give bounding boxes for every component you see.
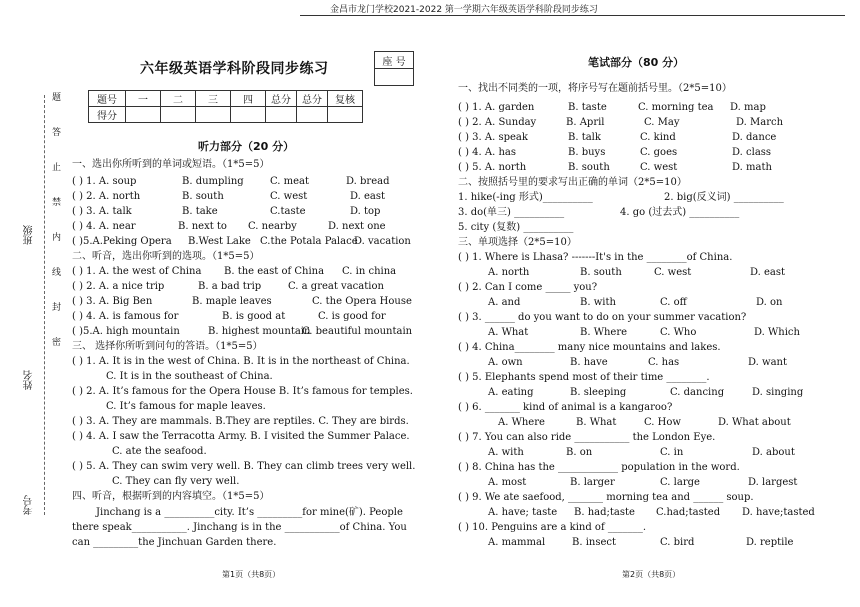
mc-question: ( ) 3. ______ do you want to do on your summer vacation? <box>458 312 747 323</box>
mc-question: ( ) 1. Where is Lhasa? -------It's in the ________of China. <box>458 252 733 263</box>
seat-cell[interactable] <box>375 69 414 86</box>
mc-question: ( ) 8. China has the ____________ population in the word. <box>458 462 740 473</box>
left-s3-line: C. It is in the southeast of China. <box>106 371 273 382</box>
mc-options: A. own B. have C. has D. want <box>488 357 787 368</box>
score-cell[interactable] <box>231 107 266 123</box>
right-s3-heading: 三、单项选择（2*5=10） <box>458 237 577 248</box>
mc-options: A. What B. Where C. Who D. Which <box>488 327 800 338</box>
right-s1-item: ( ) 3. A. speak B. talk C. kind D. dance <box>458 132 777 143</box>
left-s1-item: ( ) 3. A. talk B. take C.taste D. top <box>72 206 381 217</box>
left-s3-line: ( ) 5. A. They can swim very well. B. They can climb trees very well. <box>72 461 416 472</box>
left-s3-line: ( ) 1. A. It is in the west of China. B. It is in the northeast of China. <box>72 356 410 367</box>
writing-title: 笔试部分（80 分） <box>588 56 685 69</box>
margin-char: 答 <box>52 128 62 138</box>
mc-options: A. north B. south C. west D. east <box>488 267 786 278</box>
right-s1-item: ( ) 2. A. Sunday B. April C. May D. March <box>458 117 784 128</box>
left-s3-line: C. They can fly very well. <box>112 476 240 487</box>
right-s1-heading: 一、找出不同类的一项，将序号写在题前括号里。（2*5=10） <box>458 83 732 94</box>
score-header: 四 <box>231 91 266 107</box>
margin-char: 封 <box>52 303 62 313</box>
right-s2-item: 1. hike(-ing 形式)__________ 2. big(反义词) __________ <box>458 192 784 203</box>
left-s2-item: ( ) 2. A. a nice trip B. a bad trip C. a great vacation <box>72 281 384 292</box>
left-s2-item: ( ) 4. A. is famous for B. is good at C. is good for <box>72 311 386 322</box>
left-s4-line: there speak___________. Jinchang is in the ___________of China. You <box>72 522 407 533</box>
margin-char: 禁 <box>52 198 62 208</box>
page-title: 六年级英语学科阶段同步练习 <box>140 61 329 77</box>
mc-question: ( ) 5. Elephants spend most of their time ________. <box>458 372 710 383</box>
left-s4-line: Jinchang is a __________city. It’s _________for mine(矿). People <box>96 507 403 518</box>
seat-table <box>374 51 414 86</box>
left-s1-item: ( ) 2. A. north B. south C. west D. east <box>72 191 386 202</box>
multiple-choice-block <box>458 250 838 550</box>
margin-char: 内 <box>52 233 62 243</box>
score-header: 二 <box>161 91 196 107</box>
seat-label: 座 号 <box>375 52 414 69</box>
score-header: 复核 <box>328 91 363 107</box>
page-header: 金昌市龙门学校2021-2022 第一学期六年级英语学科阶段同步练习 <box>330 5 598 15</box>
score-table <box>88 90 363 123</box>
left-s2-item: ( ) 3. A. Big Ben B. maple leaves C. the Opera House <box>72 296 412 307</box>
footer-right: 第2页（共8页） <box>622 570 681 579</box>
margin-char: 密 <box>52 338 62 348</box>
mc-question: ( ) 7. You can also ride ___________ the London Eye. <box>458 432 716 443</box>
score-header: 三 <box>196 91 231 107</box>
right-s1-item: ( ) 1. A. garden B. taste C. morning tea D. map <box>458 102 766 113</box>
mc-question: ( ) 6. _______ kind of animal is a kangaroo? <box>458 402 673 413</box>
header-rule <box>300 15 845 16</box>
mc-options: A. have; taste B. had;taste C.had;tasted D. have;tasted <box>488 507 815 518</box>
left-s3-line: ( ) 2. A. It’s famous for the Opera House B. It’s famous for temples. <box>72 386 413 397</box>
right-s2-item: 3. do(单三) __________ 4. go (过去式) __________ <box>458 207 740 218</box>
left-s2-item: ( )5.A. high mountain B. highest mountain C. beautiful mountain <box>72 326 413 337</box>
score-header: 总分 <box>266 91 297 107</box>
class-label: 班级 <box>24 225 35 245</box>
score-header: 题号 <box>89 91 126 107</box>
left-s1-item: ( )5.A.Peking Opera B.West Lake C.the Potala Palace D. vacation <box>72 236 411 247</box>
mc-question: ( ) 2. Can I come _____ you? <box>458 282 598 293</box>
score-cell[interactable] <box>297 107 328 123</box>
score-cell[interactable] <box>266 107 297 123</box>
mc-options: A. eating B. sleeping C. dancing D. singing <box>488 387 804 398</box>
right-s1-item: ( ) 5. A. north B. south C. west D. math <box>458 162 772 173</box>
mc-options: A. mammal B. insect C. bird D. reptile <box>488 537 794 548</box>
left-s3-line: C. It’s famous for maple leaves. <box>106 401 266 412</box>
score-header: 总分 <box>297 91 328 107</box>
right-s2-heading: 二、按照括号里的要求写出正确的单词（2*5=10） <box>458 177 687 188</box>
listening-title: 听力部分（20 分） <box>198 140 295 153</box>
right-s1-item: ( ) 4. A. has B. buys C. goes D. class <box>458 147 772 158</box>
mc-options: A. and B. with C. off D. on <box>488 297 783 308</box>
margin-char: 题 <box>52 93 62 103</box>
score-cell[interactable] <box>196 107 231 123</box>
margin-char: 止 <box>52 163 62 173</box>
mc-question: ( ) 9. We ate saefood, _______ morning tea and ______ soup. <box>458 492 754 503</box>
exam-number-label: 考号 <box>24 495 35 515</box>
mc-options: A. with B. on C. in D. about <box>488 447 795 458</box>
margin-char: 线 <box>52 268 62 278</box>
mc-question: ( ) 10. Penguins are a kind of _______. <box>458 522 647 533</box>
score-cell[interactable] <box>328 107 363 123</box>
mc-options: A. most B. larger C. large D. largest <box>488 477 798 488</box>
mc-options: A. Where B. What C. How D. What about <box>498 417 791 428</box>
left-s3-line: ( ) 4. A. I saw the Terracotta Army. B. I visited the Summer Palace. <box>72 431 410 442</box>
left-s2-item: ( ) 1. A. the west of China B. the east of China C. in china <box>72 266 397 277</box>
left-s1-heading: 一、选出你所听到的单词或短语。（1*5=5） <box>72 159 270 170</box>
left-s4-heading: 四、听音，根据听到的内容填空。（1*5=5） <box>72 491 270 502</box>
score-header: 一 <box>126 91 161 107</box>
binding-line <box>44 95 45 515</box>
score-cell[interactable] <box>161 107 196 123</box>
score-cell[interactable] <box>126 107 161 123</box>
left-s1-item: ( ) 1. A. soup B. dumpling C. meat D. bread <box>72 176 390 187</box>
right-s2-item: 5. city (复数) __________ <box>458 222 574 233</box>
left-s3-line: C. ate the seafood. <box>112 446 207 457</box>
footer-left: 第1页（共8页） <box>222 570 281 579</box>
left-s3-line: ( ) 3. A. They are mammals. B.They are reptiles. C. They are birds. <box>72 416 409 427</box>
left-s4-line: can _________the Jinchuan Garden there. <box>72 537 277 548</box>
left-s2-heading: 二、听音，选出你听到的选项。（1*5=5） <box>72 251 260 262</box>
mc-question: ( ) 4. China________ many nice mountains and lakes. <box>458 342 721 353</box>
name-label: 姓名 <box>24 370 35 390</box>
score-label: 得分 <box>89 107 126 123</box>
left-s3-heading: 三、 选择你所听到问句的答语。（1*5=5） <box>72 341 263 352</box>
left-s1-item: ( ) 4. A. near B. next to C. nearby D. next one <box>72 221 386 232</box>
